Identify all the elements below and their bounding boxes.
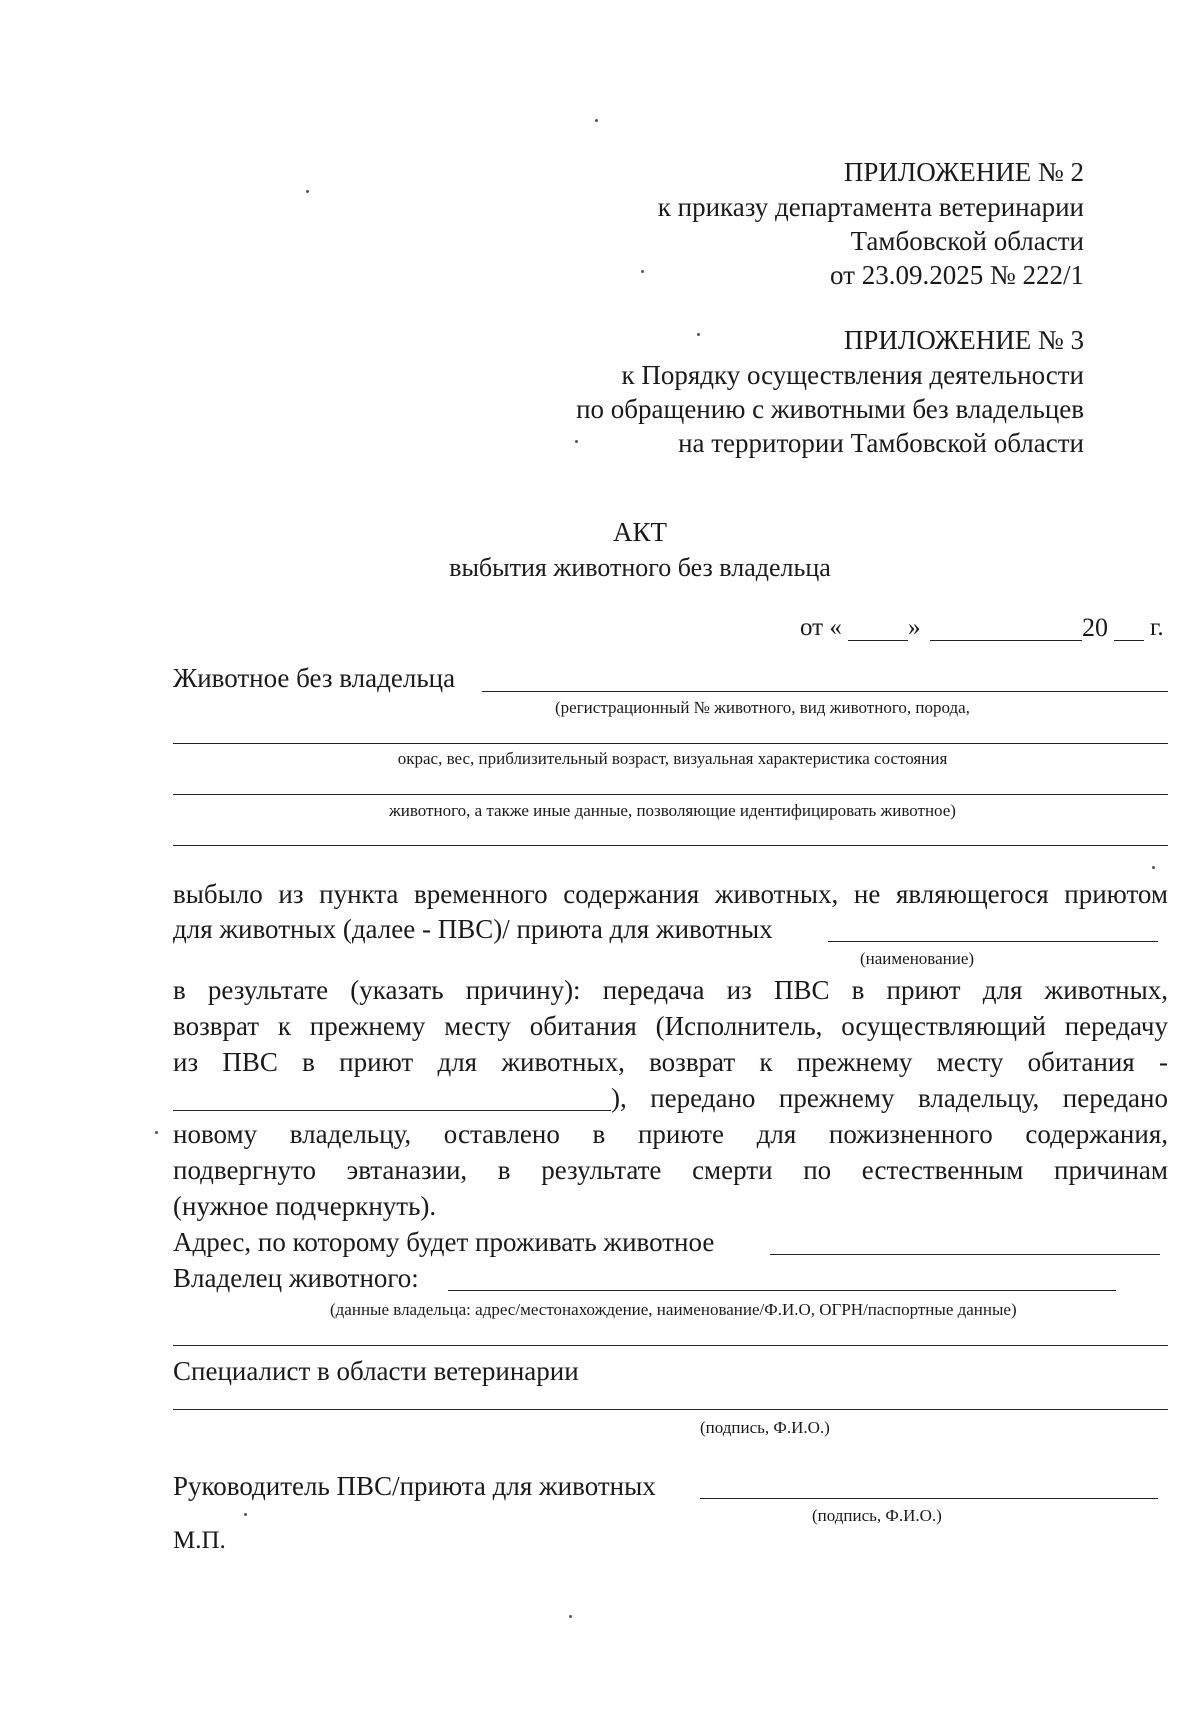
- animal-blank-2[interactable]: [173, 743, 1168, 744]
- appendix3-line1: к Порядку осуществления деятельности: [621, 360, 1084, 390]
- head-caption: (подпись, Ф.И.О.): [812, 1506, 942, 1525]
- appendix2-line1: к приказу департамента ветеринарии: [657, 192, 1084, 222]
- owner-label: Владелец животного:: [173, 1263, 419, 1293]
- body-line-1: выбыло из пункта временного содержания животных, не являющегося приютом: [173, 879, 1168, 909]
- date-year-prefix: 20: [1082, 613, 1108, 642]
- address-blank[interactable]: [770, 1254, 1160, 1255]
- head-signature-blank[interactable]: [700, 1498, 1158, 1499]
- owner-caption: (данные владельца: адрес/местонахождение, наименование/Ф.И.О, ОГРН/паспортные данные): [330, 1300, 1017, 1319]
- body-line-4: возврат к прежнему месту обитания (Исполнитель, осуществляющий передачу: [173, 1011, 1168, 1041]
- appendix2-title: ПРИЛОЖЕНИЕ № 2: [843, 157, 1084, 187]
- date-suffix: г.: [1150, 614, 1164, 641]
- date-day-blank[interactable]: [848, 640, 908, 641]
- body-line-8: подвергнуто эвтаназии, в результате смерти по естественным причинам: [173, 1155, 1168, 1185]
- date-prefix: от «: [800, 614, 842, 641]
- animal-blank-3[interactable]: [173, 794, 1168, 795]
- address-label: Адрес, по которому будет проживать животное: [173, 1227, 715, 1257]
- animal-caption-3: животного, а также иные данные, позволяющие идентифицировать животное): [389, 801, 956, 820]
- appendix3-title: ПРИЛОЖЕНИЕ № 3: [843, 325, 1084, 355]
- animal-caption-1: (регистрационный № животного, вид животного, порода,: [555, 698, 970, 717]
- appendix2-line2: Тамбовской области: [850, 226, 1084, 256]
- scan-speck: [306, 190, 309, 193]
- animal-blank-4[interactable]: [173, 845, 1168, 846]
- stamp-place: М.П.: [173, 1527, 226, 1554]
- specialist-caption: (подпись, Ф.И.О.): [700, 1418, 830, 1437]
- act-title: АКТ: [613, 517, 667, 547]
- appendix2-line3: от 23.09.2025 № 222/1: [830, 260, 1084, 290]
- body-line-5: из ПВС в приют для животных, возврат к прежнему месту обитания -: [173, 1047, 1168, 1077]
- scan-speck: [575, 440, 578, 443]
- head-label: Руководитель ПВС/приюта для животных: [173, 1471, 656, 1501]
- body-line-3: в результате (указать причину): передача из ПВС в приют для животных,: [173, 975, 1168, 1005]
- date-year-blank[interactable]: [1114, 640, 1144, 641]
- date-month-blank[interactable]: [930, 640, 1082, 641]
- owner-blank-1[interactable]: [448, 1290, 1116, 1291]
- body-line-6: ), передано прежнему владельцу, передано: [611, 1083, 1168, 1113]
- shelter-name-caption: (наименование): [860, 949, 975, 968]
- date-mid: »: [908, 614, 921, 641]
- scan-speck: [244, 1513, 247, 1516]
- animal-label: Животное без владельца: [173, 663, 456, 693]
- scan-speck: [641, 270, 644, 273]
- act-subtitle: выбытия животного без владельца: [449, 553, 831, 582]
- scan-speck: [697, 333, 700, 336]
- shelter-name-blank[interactable]: [828, 941, 1158, 942]
- appendix3-line2: по обращению с животными без владельцев: [576, 394, 1084, 424]
- body-line-9: (нужное подчеркнуть).: [173, 1191, 437, 1221]
- scan-speck: [1152, 866, 1155, 869]
- animal-caption-2: окрас, вес, приблизительный возраст, визуальная характеристика состояния: [397, 749, 948, 768]
- appendix3-line3: на территории Тамбовской области: [678, 428, 1084, 458]
- scan-speck: [155, 1131, 158, 1134]
- scan-speck: [569, 1615, 572, 1618]
- animal-blank-1[interactable]: [482, 691, 1168, 692]
- specialist-signature-blank[interactable]: [173, 1409, 1168, 1410]
- body-line-7: новому владельцу, оставлено в приюте для пожизненного содержания,: [173, 1119, 1168, 1149]
- body-line-2: для животных (далее - ПВС)/ приюта для животных: [173, 914, 773, 944]
- scan-speck: [595, 119, 598, 122]
- specialist-label: Специалист в области ветеринарии: [173, 1356, 579, 1386]
- owner-blank-2[interactable]: [173, 1345, 1168, 1346]
- executor-blank[interactable]: [173, 1110, 611, 1111]
